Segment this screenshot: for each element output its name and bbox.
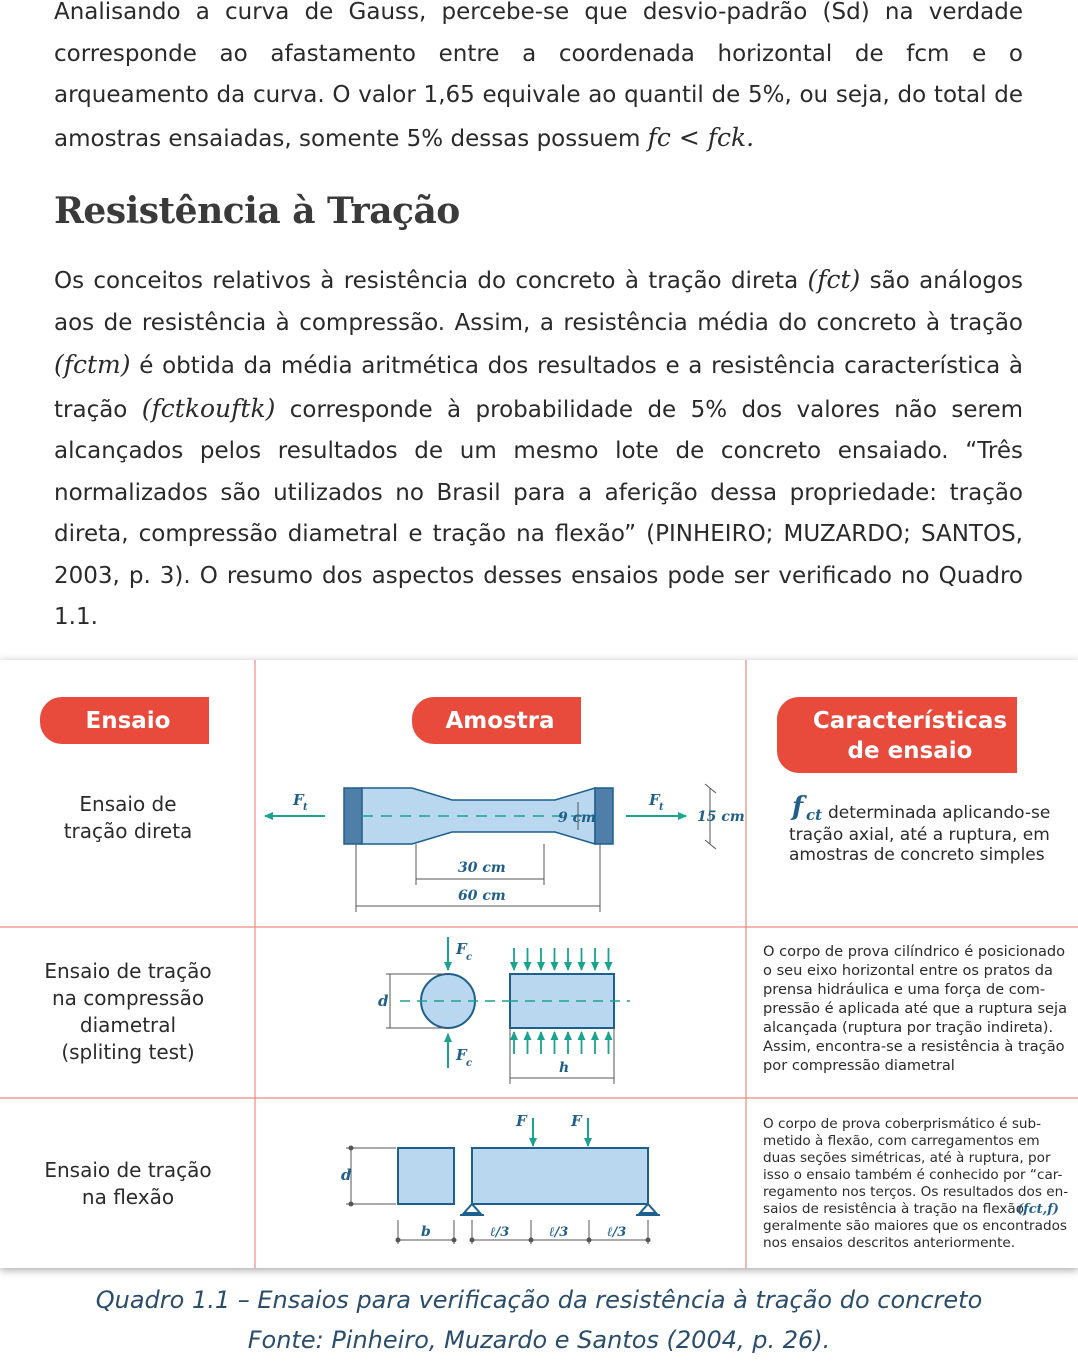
- row1-name-line2: tração direta: [63, 819, 193, 843]
- header-ensaio: [40, 697, 209, 744]
- quadro-svg: [0, 660, 1078, 1268]
- row2-desc-line5: alcançada (ruptura por tração indireta).: [763, 1019, 1054, 1036]
- tension-text-1: Os conceitos relativos à resistência do concreto à tração direta: [54, 268, 799, 294]
- row1-desc-line1: determinada aplicando-se: [828, 803, 1051, 823]
- flexure-diagram: [341, 1112, 660, 1244]
- section-heading: Resistência à Tração: [54, 190, 460, 232]
- row3-width: b: [421, 1224, 431, 1240]
- row2-diameter: d: [378, 992, 389, 1010]
- row3-name-line1: Ensaio de tração: [44, 1158, 212, 1182]
- row2-name-line3: diametral: [79, 1013, 177, 1037]
- intro-paragraph: [54, 0, 1023, 160]
- row2-name-line1: Ensaio de tração: [44, 959, 212, 983]
- row3-height: d: [341, 1166, 352, 1184]
- header-amostra-label: Amostra: [445, 708, 555, 734]
- diametral-compression-diagram: [378, 937, 630, 1084]
- header-caracteristicas: [777, 697, 1017, 773]
- formula-fct: (fct): [807, 265, 861, 294]
- header-caract-line1: Características: [812, 708, 1008, 734]
- row1-len2: 60 cm: [458, 888, 506, 904]
- row3-third-2: ℓ/3: [549, 1225, 569, 1240]
- row2-description: [763, 943, 1067, 1074]
- row2-desc-line6: Assim, encontra-se a resistência à tração: [763, 1038, 1065, 1055]
- row3-desc-line3: duas seções simétricas, até à ruptura, por: [763, 1150, 1051, 1166]
- tension-paragraph: [54, 259, 1023, 639]
- row1-desc-line2: tração axial, até a ruptura, em: [789, 825, 1050, 845]
- formula-fctk: (fctkouftk): [141, 393, 276, 423]
- caption-source: [0, 1326, 1078, 1354]
- caption-line2: Fonte: Pinheiro, Muzardo e Santos (2004, p. 26).: [247, 1326, 831, 1354]
- tension-text-2: são análogos aos de resistência à compressão. Assim, a resistência média do concreto à tração: [54, 268, 1023, 336]
- row2-name-line4: (spliting test): [61, 1040, 195, 1064]
- row3-desc-line8: nos ensaios descritos anteriormente.: [763, 1235, 1016, 1251]
- row1-symbol-sub: ct: [806, 806, 823, 824]
- row1-force-left: F: [293, 791, 304, 809]
- row2-desc-line7: por compressão diametral: [763, 1057, 955, 1074]
- row1-force-left-sub: t: [303, 802, 308, 813]
- row1-outer-dim: 15 cm: [697, 809, 745, 825]
- formula-fc-fck: fc < fck.: [647, 122, 755, 152]
- row2-desc-line2: o seu eixo horizontal entre os pratos da: [763, 962, 1053, 979]
- row3-description: [763, 1116, 1068, 1251]
- row2-force-top: F: [456, 940, 467, 958]
- tension-text-4: corresponde à probabilidade de 5% dos valores não serem alcançados pelos resultados de um mesmo lote de concreto ensaiado. “Três normalizados são utilizados no Brasil para a aferição dessa propriedade: tração direta, compressão diametral e tração na flexão” (PINHEIRO; MUZARDO; SANTOS, 2003, p. 3). O resumo dos aspectos desses ensaios pode ser verificado no Quadro 1.1.: [54, 396, 1023, 630]
- row2-force-bottom: F: [456, 1046, 467, 1064]
- header-caract-line2: de ensaio: [847, 738, 973, 764]
- row3-desc-line2: metido à flexão, com carregamentos em: [763, 1133, 1040, 1149]
- caption-title: [0, 1286, 1078, 1314]
- row3-desc-line6: saios de resistência à tração na flexão: [763, 1201, 1025, 1217]
- row3-third-1: ℓ/3: [490, 1225, 510, 1240]
- direct-tension-diagram: [265, 784, 745, 912]
- header-ensaio-label: Ensaio: [85, 708, 171, 734]
- row3-desc-line5: regamento nos terços. Os resultados dos en-: [763, 1184, 1069, 1200]
- intro-paragraph-text: Analisando a curva de Gauss, percebe-se que desvio-padrão (Sd) na verdade corresponde ao afastamento entre a coordenada horizontal de fcm e o arqueamento da curva. O valor 1,65 equivale ao quantil de 5%, ou seja, do total de amostras ensaiadas, somente 5% dessas possuem: [54, 0, 1023, 152]
- row3-third-3: ℓ/3: [607, 1225, 627, 1240]
- row2-force-top-sub: c: [466, 952, 473, 963]
- row1-force-right: F: [649, 791, 660, 809]
- row2-name-line2: na compressão: [51, 986, 205, 1010]
- row3-desc-line1: O corpo de prova coberprismático é sub-: [763, 1116, 1042, 1132]
- row1-desc-line3: amostras de concreto simples: [789, 845, 1045, 865]
- header-amostra: [412, 697, 581, 744]
- row1-len1: 30 cm: [458, 860, 506, 876]
- row2-force-bottom-sub: c: [466, 1058, 473, 1069]
- row3-desc-line7: geralmente são maiores que os encontrados: [763, 1218, 1068, 1234]
- row1-force-right-sub: t: [659, 802, 664, 813]
- row3-desc-line4: isso o ensaio também é conhecido por “car-: [763, 1167, 1063, 1183]
- caption-line1: Quadro 1.1 – Ensaios para verificação da resistência à tração do concreto: [95, 1286, 983, 1314]
- row1-symbol-f: f: [792, 792, 804, 822]
- row3-force2: F: [571, 1112, 582, 1130]
- row2-desc-line3: prensa hidráulica e uma força de com-: [763, 981, 1046, 998]
- row3-name-line2: na flexão: [81, 1185, 175, 1209]
- row1-inner-dim: 9 cm: [558, 810, 596, 826]
- formula-fctm: (fctm): [54, 350, 131, 379]
- row2-desc-line1: O corpo de prova cilíndrico é posicionado: [763, 943, 1066, 960]
- tension-text-3: é obtida da média aritmética dos resultados e a resistência característica à tração: [54, 353, 1023, 423]
- row2-desc-line4: pressão é aplicada até que a ruptura seja: [763, 1000, 1068, 1017]
- row3-force1: F: [516, 1112, 527, 1130]
- row3-symbol: (fct,f): [1017, 1202, 1059, 1217]
- row1-name-line1: Ensaio de: [79, 792, 177, 816]
- quadro-table: [0, 660, 1078, 1268]
- row2-length: h: [559, 1060, 570, 1076]
